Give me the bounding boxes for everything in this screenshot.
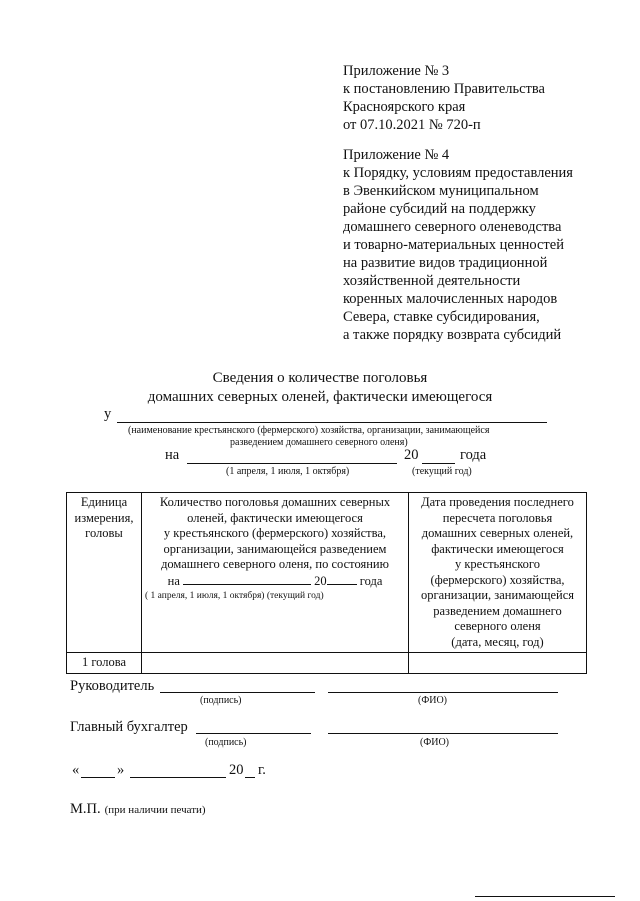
headcount-year-field[interactable] [327, 573, 357, 585]
recount-header-line: домашних северных оленей, [421, 526, 574, 540]
year-hint: (текущий год) [412, 466, 472, 477]
recount-date-cell[interactable] [409, 653, 587, 674]
accountant-sign-hint: (подпись) [205, 737, 247, 748]
table-header-row [67, 493, 587, 653]
date-year-prefix: 20 [404, 447, 419, 463]
headcount-header-line: домашнего северного оленя, по состоянию [161, 557, 389, 571]
date-prefix: на [165, 447, 180, 463]
footer-rule [475, 896, 615, 897]
appendix-4-line: коренных малочисленных народов [343, 291, 558, 307]
accountant-signature-field[interactable] [196, 719, 311, 734]
head-name-hint: (ФИО) [418, 695, 448, 706]
appendix-4-line: Севера, ставке субсидирования, [343, 309, 540, 325]
appendix-3-header [343, 62, 545, 134]
date-close-quote: » [117, 762, 125, 778]
appendix-3-line: от 07.10.2021 № 720-п [343, 117, 481, 133]
head-signature-field[interactable] [160, 678, 315, 693]
recount-header-line: разведением домашнего [433, 603, 562, 618]
recount-header-line: Дата проведения последнего [421, 495, 574, 509]
sign-year-prefix: 20 [229, 762, 244, 778]
table-row [67, 653, 587, 674]
recount-header-line: организации, занимающейся [420, 588, 575, 602]
sign-year-field[interactable] [245, 762, 255, 778]
recount-header-line: у крестьянского [454, 557, 540, 571]
appendix-4-line: хозяйственной деятельности [343, 273, 521, 289]
headcount-header-line: Количество поголовья домашних северных [159, 495, 391, 509]
headcount-header-line: оленей, фактически имеющегося [187, 510, 363, 525]
head-sign-hint: (подпись) [200, 695, 242, 706]
recount-header-line: (фермерского) хозяйства, [430, 572, 565, 587]
recount-header-line: пересчета поголовья [442, 510, 553, 525]
head-name-field[interactable] [328, 678, 558, 693]
headcount-header-line: у крестьянского (фермерского) хозяйства, [163, 526, 387, 540]
headcount-table [66, 492, 587, 674]
headcount-year-prefix: 20 [314, 573, 327, 588]
headcount-date-line [145, 573, 405, 590]
appendix-4-line: к Порядку, условиям предоставления [343, 165, 573, 181]
headcount-value-cell[interactable] [142, 653, 409, 674]
recount-header-line: северного оленя [454, 619, 541, 633]
holder-prefix: у [104, 406, 112, 422]
appendix-4-line: Приложение № 4 [343, 147, 450, 163]
form-title-line-1: Сведения о количестве поголовья [212, 370, 428, 386]
date-year-field[interactable] [422, 447, 455, 464]
appendix-4-line: в Эвенкийском муниципальном [343, 183, 539, 199]
appendix-3-line: Приложение № 3 [343, 63, 450, 79]
appendix-4-line: районе субсидий на поддержку [343, 201, 536, 217]
holder-name-field[interactable] [117, 406, 547, 423]
appendix-4-header [343, 146, 573, 344]
holder-hint-2: разведением домашнего северного оленя) [230, 437, 408, 448]
appendix-4-line: домашнего северного оленеводства [343, 219, 562, 235]
unit-cell: 1 голова [67, 653, 142, 674]
form-title-line-2: домашних северных оленей, фактически имеющегося [147, 389, 493, 405]
recount-header-line: фактически имеющегося [431, 541, 564, 556]
sign-day-field[interactable] [81, 762, 115, 778]
sign-year-suffix: г. [258, 762, 266, 778]
recount-header-line: (дата, месяц, год) [451, 634, 544, 649]
head-label: Руководитель [70, 678, 155, 694]
sign-month-field[interactable] [130, 762, 226, 778]
headcount-year-suffix: года [359, 573, 383, 588]
headcount-hint: ( 1 апреля, 1 июля, 1 октября) (текущий год) [145, 591, 324, 601]
accountant-name-hint: (ФИО) [420, 737, 450, 748]
accountant-name-field[interactable] [328, 719, 558, 734]
headcount-on-label: на [167, 573, 180, 588]
date-year-suffix: года [460, 447, 487, 463]
date-open-quote: « [72, 762, 80, 778]
appendix-3-line: к постановлению Правительства [343, 81, 545, 97]
stamp-line [70, 800, 206, 818]
date-field[interactable] [187, 447, 397, 464]
holder-hint-1: (наименование крестьянского (фермерского) хозяйства, организации, занимающейся [128, 425, 490, 436]
recount-date-header [409, 493, 587, 653]
appendix-4-line: и товарно-материальных ценностей [343, 237, 564, 253]
appendix-3-line: Красноярского края [343, 99, 466, 115]
appendix-4-line: а также порядку возврата субсидий [343, 327, 562, 343]
headcount-date-field[interactable] [183, 573, 311, 585]
accountant-label: Главный бухгалтер [70, 719, 188, 735]
headcount-header [142, 493, 409, 653]
appendix-4-line: на развитие видов традиционной [343, 255, 548, 271]
date-hint: (1 апреля, 1 июля, 1 октября) [226, 466, 350, 477]
headcount-header-line: организации, занимающейся разведением [163, 541, 387, 556]
stamp-label: М.П. [70, 801, 101, 817]
stamp-hint: (при наличии печати) [104, 804, 206, 816]
form-title [60, 369, 580, 407]
unit-header: Единица измерения, головы [67, 493, 142, 653]
